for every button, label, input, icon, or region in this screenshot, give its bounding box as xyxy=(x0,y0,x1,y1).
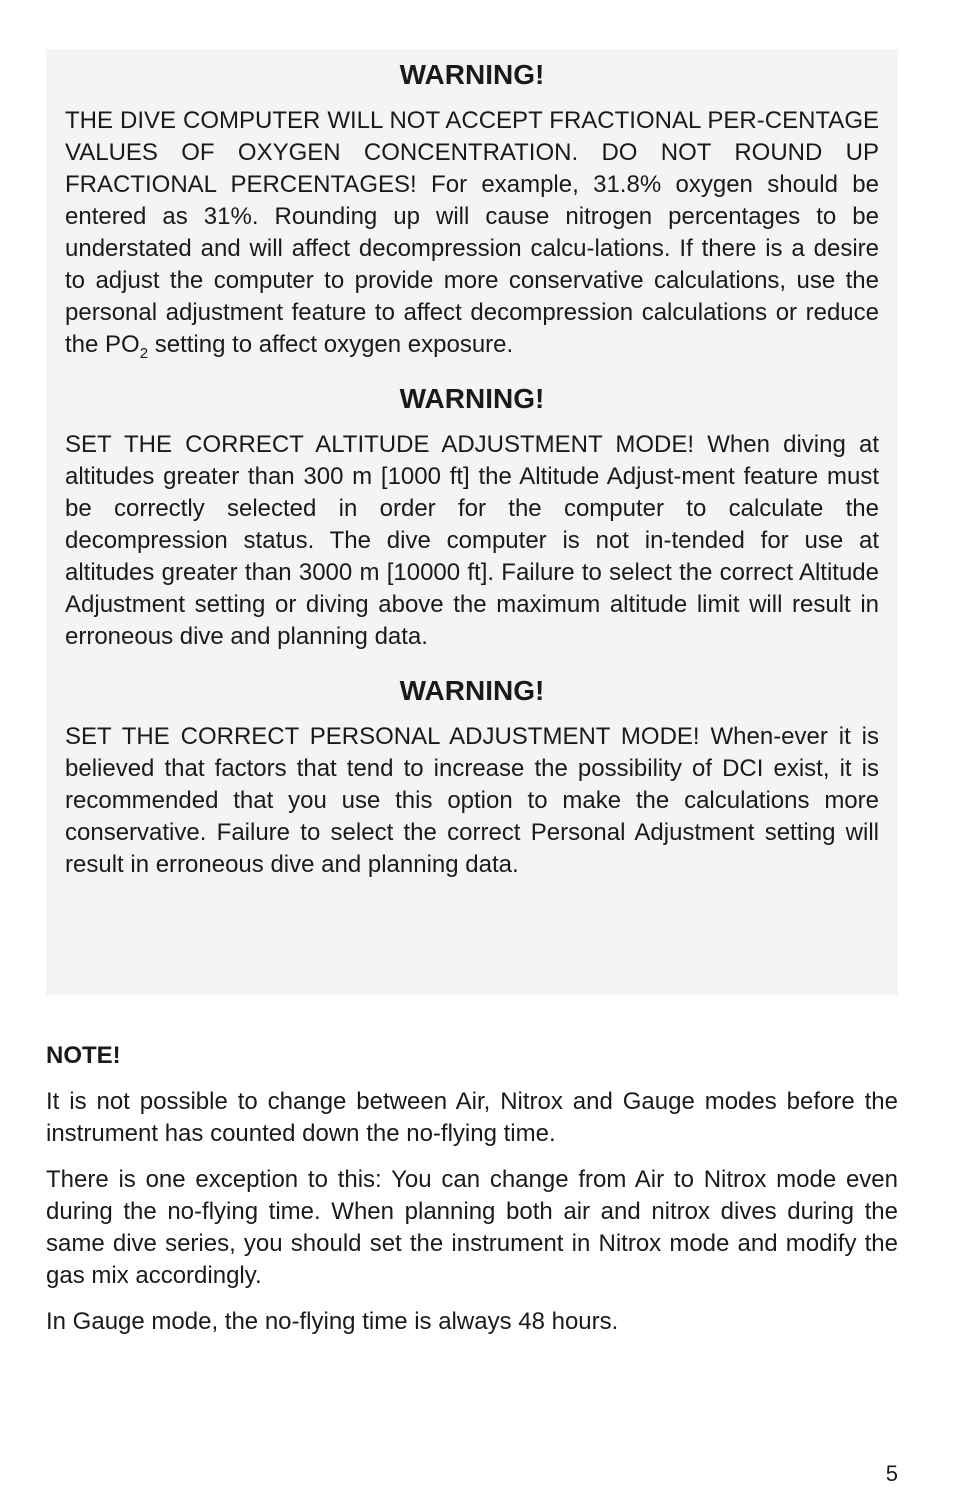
warning-text-fractional-oxygen xyxy=(65,105,879,361)
warning-title: WARNING! xyxy=(399,675,545,706)
note-title: NOTE! xyxy=(46,1042,121,1069)
note-paragraph: There is one exception to this: You can change from Air to Nitrox mode even during the no-flying time. When planning both air and nitrox dives during the same dive series, you should set the instrument in Nitrox mode and modify the gas mix accordingly. xyxy=(46,1166,898,1289)
warning-text-part: THE DIVE COMPUTER WILL NOT ACCEPT FRACTIONAL PER-CENTAGE VALUES OF OXYGEN CONCENTRATION. DO NOT ROUND UP FRACTIONAL PERCENTAGES! For example, 31.8% oxygen should be entered as 31%. Rounding up will cause nitrogen percentages to be understated and will affect decompression calcu-lations. If there is a desire to adjust the computer to provide more conservative calculations, use the personal adjustment feature to affect decompression calculations or reduce the PO xyxy=(65,107,879,358)
subscript-2: 2 xyxy=(139,344,149,362)
warning-box xyxy=(46,49,898,995)
page-number: 5 xyxy=(885,1461,898,1486)
warning-text-personal-adjustment: SET THE CORRECT PERSONAL ADJUSTMENT MODE! When-ever it is believed that factors that tend to increase the possibility of DCI exist, it is recommended that you use this option to make the calculations more conservative. Failure to select the correct Personal Adjustment setting will result in erroneous dive and planning data. xyxy=(65,723,879,878)
warning-title: WARNING! xyxy=(399,59,545,90)
warning-text-part: setting to affect oxygen exposure. xyxy=(148,331,514,358)
note-paragraph: In Gauge mode, the no-flying time is always 48 hours. xyxy=(46,1308,619,1335)
note-section xyxy=(46,1040,898,1352)
note-paragraph: It is not possible to change between Air, Nitrox and Gauge modes before the instrument has counted down the no-flying time. xyxy=(46,1088,898,1147)
warning-text-altitude: SET THE CORRECT ALTITUDE ADJUSTMENT MODE! When diving at altitudes greater than 300 m [1000 ft] the Altitude Adjust-ment feature must be correctly selected in order for the computer to calculate the decompression status. The dive computer is not in-tended for use at altitudes greater than 3000 m [10000 ft]. Failure to select the correct Altitude Adjustment setting or diving above the maximum altitude limit will result in erroneous dive and planning data. xyxy=(65,431,879,650)
warning-title: WARNING! xyxy=(399,383,545,414)
